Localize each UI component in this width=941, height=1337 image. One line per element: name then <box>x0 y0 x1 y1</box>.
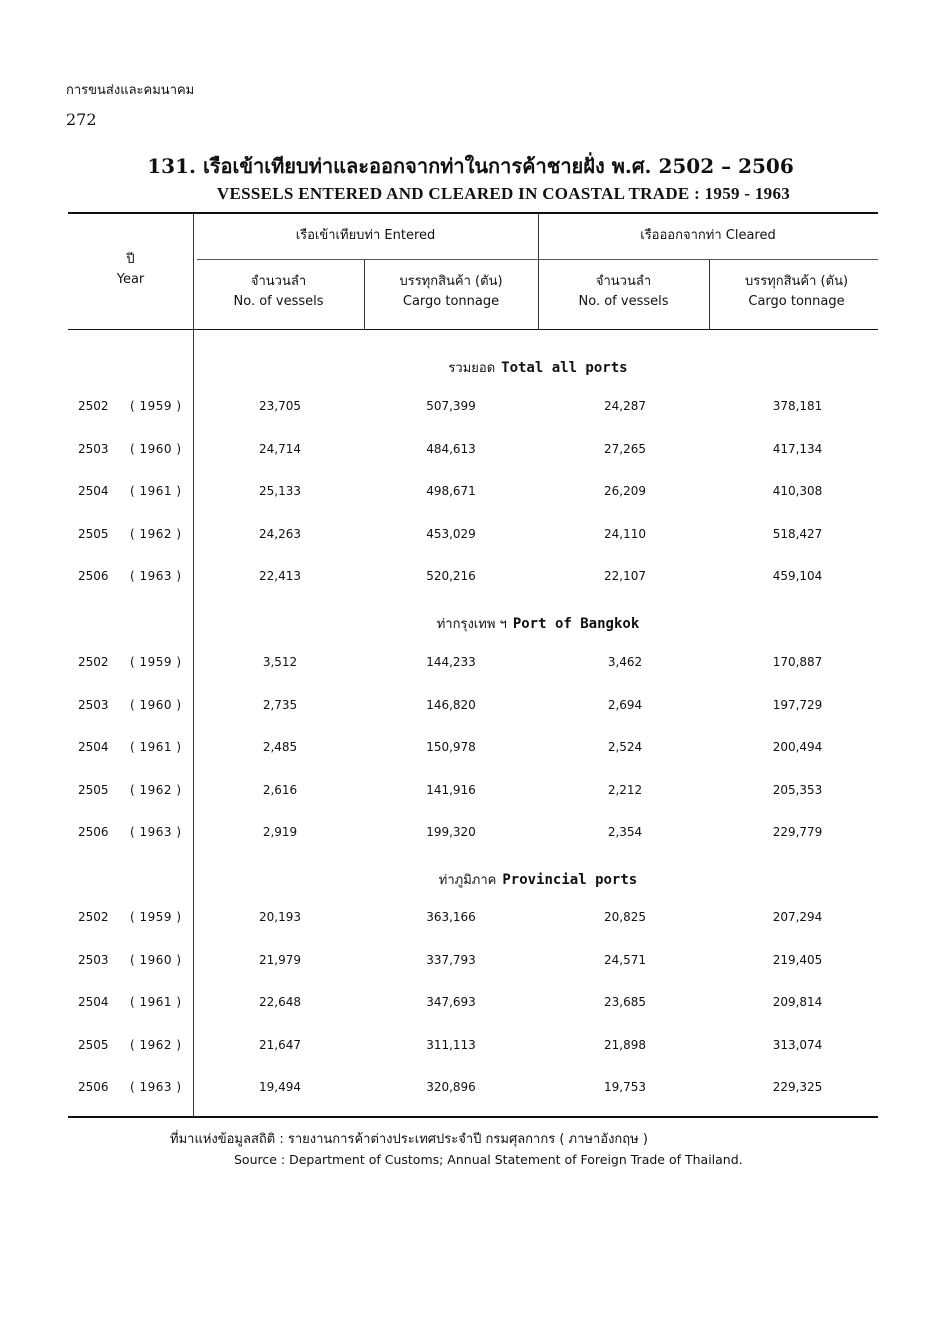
table-row <box>0 783 941 803</box>
cleared-vessels-cell: 2,524 <box>607 740 643 754</box>
entered-tonnage-cell: 520,216 <box>426 569 476 583</box>
cleared-tonnage-cell: 219,405 <box>772 953 823 967</box>
running-head: การขนส่งและคมนาคม <box>66 83 195 98</box>
section-heading-thai: รวมยอด <box>448 361 496 376</box>
year-be-cell: 2504 <box>78 740 109 754</box>
entered-vessels-cell: 25,133 <box>259 484 301 498</box>
cleared-tonnage-header <box>709 272 884 312</box>
entered-tonnage-cell: 199,320 <box>426 825 476 839</box>
year-header-thai: ปี <box>126 252 135 267</box>
entered-tonnage-cell: 484,613 <box>426 442 476 456</box>
entered-tonnage-cell: 311,113 <box>426 1038 476 1052</box>
entered-vessels-cell: 24,714 <box>259 442 301 456</box>
year-be-cell: 2504 <box>78 484 109 498</box>
table-row <box>0 442 941 462</box>
cleared-vessels-cell: 22,107 <box>604 569 646 583</box>
entered-tonnage-cell: 320,896 <box>426 1080 476 1094</box>
entered-vessels-header-english: No. of vessels <box>233 294 324 309</box>
cleared-vessels-cell: 2,212 <box>607 783 643 797</box>
section-heading-thai: ท่ากรุงเทพ ฯ <box>436 617 507 632</box>
entered-tonnage-cell: 337,793 <box>426 953 476 967</box>
entered-vessels-cell: 2,735 <box>262 698 298 712</box>
year-ad-cell: ( 1960 ) <box>130 698 182 712</box>
table-bottom-rule <box>68 1116 878 1118</box>
cleared-tonnage-cell: 378,181 <box>772 399 823 413</box>
source-note-thai: ที่มาแห่งข้อมูลสถิติ : รายงานการค้าต่างประเทศประจำปี กรมศุลกากร ( ภาษาอังกฤษ ) <box>170 1132 648 1147</box>
section-heading-thai: ท่าภูมิภาค <box>438 873 497 888</box>
cleared-tonnage-cell: 170,887 <box>772 655 823 669</box>
table-row <box>0 484 941 504</box>
entered-vessels-cell: 2,616 <box>262 783 298 797</box>
year-ad-cell: ( 1959 ) <box>130 910 182 924</box>
section-heading-english: Port of Bangkok <box>512 616 640 632</box>
entered-vessels-cell: 23,705 <box>259 399 301 413</box>
year-be-cell: 2506 <box>78 825 109 839</box>
year-be-cell: 2503 <box>78 953 109 967</box>
entered-vessels-header <box>193 272 364 312</box>
entered-tonnage-cell: 150,978 <box>426 740 476 754</box>
year-ad-cell: ( 1961 ) <box>130 995 182 1009</box>
cleared-vessels-cell: 3,462 <box>607 655 643 669</box>
cleared-vessels-cell: 21,898 <box>604 1038 646 1052</box>
entered-tonnage-header-english: Cargo tonnage <box>402 294 500 309</box>
cleared-vessels-cell: 26,209 <box>604 484 646 498</box>
cleared-tonnage-cell: 207,294 <box>772 910 823 924</box>
year-be-cell: 2502 <box>78 655 109 669</box>
year-be-cell: 2505 <box>78 783 109 797</box>
entered-vessels-cell: 19,494 <box>259 1080 301 1094</box>
cleared-vessels-cell: 24,287 <box>604 399 646 413</box>
entered-vessels-cell: 20,193 <box>259 910 301 924</box>
year-header-english: Year <box>116 272 145 287</box>
page-number: 272 <box>66 110 97 129</box>
entered-vessels-header-thai: จำนวนลำ <box>250 274 307 289</box>
entered-tonnage-cell: 507,399 <box>426 399 476 413</box>
year-ad-cell: ( 1959 ) <box>130 399 182 413</box>
year-be-cell: 2503 <box>78 698 109 712</box>
year-ad-cell: ( 1959 ) <box>130 655 182 669</box>
cleared-tonnage-header-thai: บรรทุกสินค้า (ตัน) <box>744 274 849 289</box>
section-heading <box>193 357 883 378</box>
cleared-vessels-cell: 2,694 <box>607 698 643 712</box>
entered-tonnage-cell: 498,671 <box>426 484 476 498</box>
entered-vessels-cell: 21,647 <box>259 1038 301 1052</box>
year-be-cell: 2504 <box>78 995 109 1009</box>
year-be-cell: 2506 <box>78 569 109 583</box>
year-be-cell: 2505 <box>78 527 109 541</box>
cleared-tonnage-cell: 518,427 <box>772 527 823 541</box>
entered-tonnage-header <box>364 272 538 312</box>
cleared-tonnage-cell: 313,074 <box>772 1038 823 1052</box>
entered-vessels-cell: 2,485 <box>262 740 298 754</box>
year-ad-cell: ( 1960 ) <box>130 442 182 456</box>
cleared-vessels-header-thai: จำนวนลำ <box>595 274 652 289</box>
year-be-cell: 2506 <box>78 1080 109 1094</box>
cleared-vessels-cell: 23,685 <box>604 995 646 1009</box>
section-heading <box>193 613 883 634</box>
table-row <box>0 655 941 675</box>
cleared-tonnage-cell: 229,325 <box>772 1080 823 1094</box>
table-row <box>0 953 941 973</box>
entered-vessels-cell: 22,648 <box>259 995 301 1009</box>
cleared-tonnage-cell: 229,779 <box>772 825 823 839</box>
entered-tonnage-cell: 347,693 <box>426 995 476 1009</box>
entered-vessels-cell: 24,263 <box>259 527 301 541</box>
entered-vessels-cell: 22,413 <box>259 569 301 583</box>
year-be-cell: 2502 <box>78 910 109 924</box>
entered-tonnage-header-thai: บรรทุกสินค้า (ตัน) <box>399 274 503 289</box>
source-note-english: Source : Department of Customs; Annual Statement of Foreign Trade of Thailand. <box>234 1152 743 1167</box>
table-row <box>0 910 941 930</box>
cleared-tonnage-cell: 410,308 <box>772 484 823 498</box>
entered-tonnage-cell: 144,233 <box>426 655 476 669</box>
cleared-vessels-cell: 2,354 <box>607 825 643 839</box>
cleared-tonnage-cell: 459,104 <box>772 569 823 583</box>
cleared-tonnage-cell: 209,814 <box>772 995 823 1009</box>
entered-vessels-cell: 2,919 <box>262 825 298 839</box>
section-heading <box>193 869 883 890</box>
cleared-tonnage-header-english: Cargo tonnage <box>748 294 845 309</box>
year-ad-cell: ( 1960 ) <box>130 953 182 967</box>
table-row <box>0 995 941 1015</box>
year-ad-cell: ( 1963 ) <box>130 569 182 583</box>
year-header <box>68 250 193 290</box>
entered-tonnage-cell: 363,166 <box>426 910 476 924</box>
table-row <box>0 399 941 419</box>
year-ad-cell: ( 1963 ) <box>130 1080 182 1094</box>
table-row <box>0 825 941 845</box>
cleared-vessels-cell: 19,753 <box>604 1080 646 1094</box>
table-title-english: VESSELS ENTERED AND CLEARED IN COASTAL TRADE : 1959 - 1963 <box>216 184 791 203</box>
year-ad-cell: ( 1961 ) <box>130 740 182 754</box>
cleared-group-header: เรือออกจากท่า Cleared <box>640 228 776 243</box>
year-ad-cell: ( 1962 ) <box>130 527 182 541</box>
cleared-vessels-header-english: No. of vessels <box>578 294 669 309</box>
section-heading-english: Provincial ports <box>502 872 638 888</box>
table-row <box>0 740 941 760</box>
year-be-cell: 2502 <box>78 399 109 413</box>
table-top-rule <box>68 212 878 214</box>
cleared-tonnage-cell: 197,729 <box>772 698 823 712</box>
table-title-thai: 131. เรือเข้าเทียบท่าและออกจากท่าในการค้าชายฝั่ง พ.ศ. 2502 – 2506 <box>147 154 794 178</box>
cleared-vessels-cell: 20,825 <box>604 910 646 924</box>
year-ad-cell: ( 1961 ) <box>130 484 182 498</box>
entered-vessels-cell: 3,512 <box>262 655 298 669</box>
table-row <box>0 1080 941 1100</box>
year-ad-cell: ( 1962 ) <box>130 783 182 797</box>
cleared-vessels-cell: 24,110 <box>604 527 646 541</box>
year-ad-cell: ( 1962 ) <box>130 1038 182 1052</box>
entered-tonnage-cell: 141,916 <box>426 783 476 797</box>
table-row <box>0 527 941 547</box>
year-ad-cell: ( 1963 ) <box>130 825 182 839</box>
entered-tonnage-cell: 146,820 <box>426 698 476 712</box>
entered-group-header: เรือเข้าเทียบท่า Entered <box>295 228 436 243</box>
cleared-tonnage-cell: 200,494 <box>772 740 823 754</box>
year-be-cell: 2503 <box>78 442 109 456</box>
year-be-cell: 2505 <box>78 1038 109 1052</box>
cleared-tonnage-cell: 205,353 <box>772 783 823 797</box>
table-row <box>0 569 941 589</box>
header-bottom-rule <box>68 329 878 330</box>
cleared-vessels-header <box>538 272 709 312</box>
table-row <box>0 698 941 718</box>
cleared-tonnage-cell: 417,134 <box>772 442 823 456</box>
entered-tonnage-cell: 453,029 <box>426 527 476 541</box>
cleared-vessels-cell: 27,265 <box>604 442 646 456</box>
cleared-vessels-cell: 24,571 <box>604 953 646 967</box>
entered-vessels-cell: 21,979 <box>259 953 301 967</box>
section-heading-english: Total all ports <box>501 360 628 376</box>
table-row <box>0 1038 941 1058</box>
